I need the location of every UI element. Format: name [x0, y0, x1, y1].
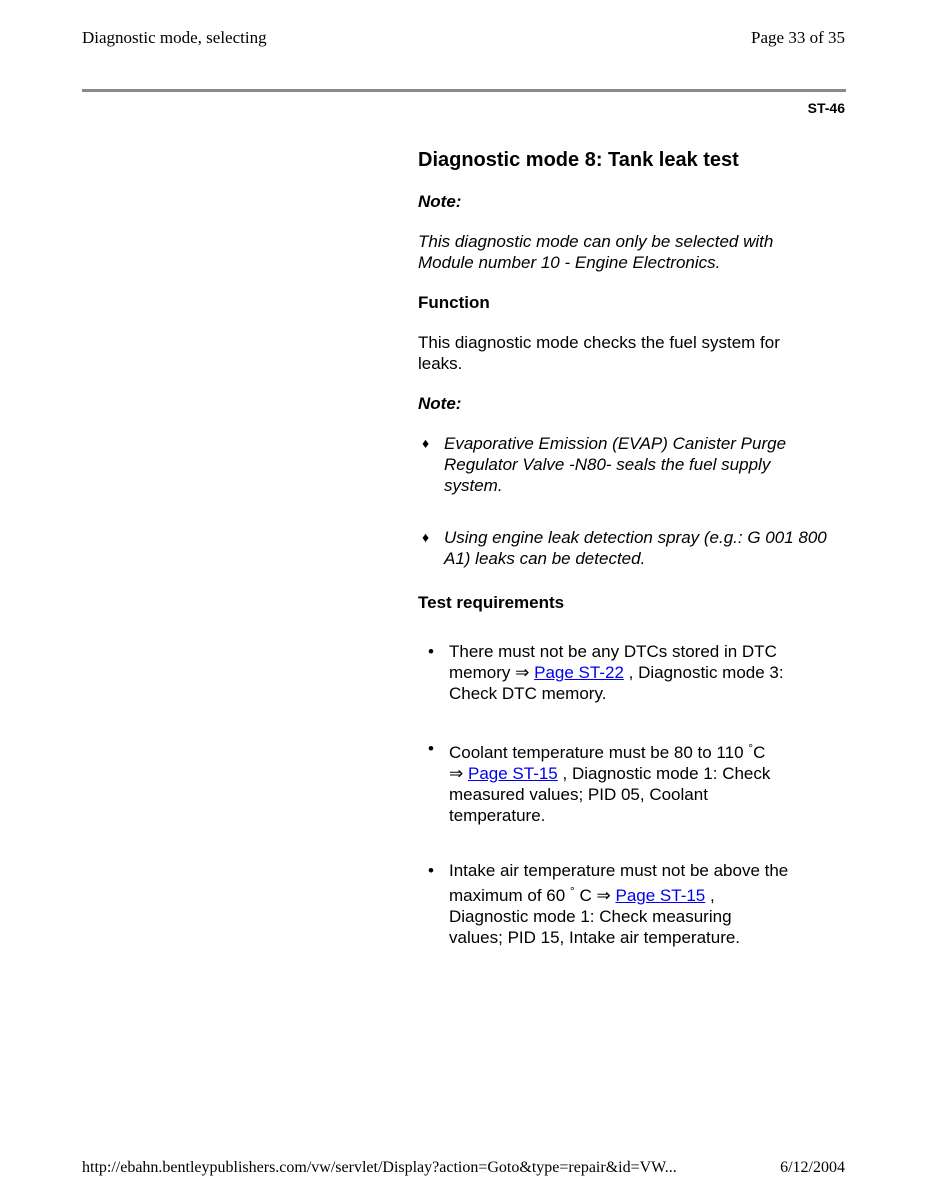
note-label-2: Note: — [418, 394, 462, 413]
bullet-icon: • — [428, 861, 434, 880]
list-item: • There must not be any DTCs stored in DTC memory ⇒ Page ST-22 , Diagnostic mode 3: Check DTC memory. — [428, 642, 784, 703]
header-divider — [82, 89, 846, 92]
link-page-st-15[interactable]: Page ST-15 — [615, 886, 706, 905]
function-text: This diagnostic mode checks the fuel system for leaks. — [418, 333, 780, 373]
link-page-st-22[interactable]: Page ST-22 — [534, 663, 624, 682]
list-item: • Coolant temperature must be 80 to 110 °C ⇒ Page ST-15 , Diagnostic mode 1: Check measured values; PID 05, Coolant temperature. — [428, 739, 771, 825]
arrow-right-icon: ⇒ — [449, 764, 464, 783]
note-text: This diagnostic mode can only be selected with Module number 10 - Engine Electronics. — [418, 232, 774, 272]
header-title: Diagnostic mode, selecting — [82, 28, 267, 47]
list-item — [418, 527, 828, 569]
footer-date: 6/12/2004 — [780, 1159, 845, 1176]
note-label: Note: — [418, 192, 462, 211]
page-title: Diagnostic mode 8: Tank leak test — [418, 149, 739, 171]
page-number: Page 33 of 35 — [751, 28, 845, 47]
diamond-bullet-icon: ♦ — [422, 529, 430, 545]
bullet-icon: • — [428, 739, 434, 758]
note-item-text: Using engine leak detection spray (e.g.: G 001 800 A1) leaks can be detected. — [444, 528, 827, 568]
diamond-bullet-icon: ♦ — [422, 435, 430, 451]
list-item: • Intake air temperature must not be above the maximum of 60 ° C ⇒ Page ST-15 , Diagnostic mode 1: Check measuring values; PID 15, Intake air temperature. — [428, 861, 789, 947]
arrow-right-icon: ⇒ — [515, 663, 530, 682]
footer-url: http://ebahn.bentleypublishers.com/vw/servlet/Display?action=Goto&type=repair&id=VW... — [82, 1159, 677, 1176]
requirements-heading: Test requirements — [418, 593, 565, 612]
content-column — [418, 148, 828, 948]
link-page-st-15[interactable]: Page ST-15 — [467, 764, 558, 783]
function-heading: Function — [418, 293, 490, 312]
section-code: ST-46 — [807, 100, 845, 116]
bullet-icon: • — [428, 642, 434, 661]
list-item — [418, 433, 828, 496]
note-item-text: Evaporative Emission (EVAP) Canister Purge Regulator Valve -N80- seals the fuel supply system. — [444, 434, 787, 495]
arrow-right-icon: ⇒ — [596, 886, 611, 905]
